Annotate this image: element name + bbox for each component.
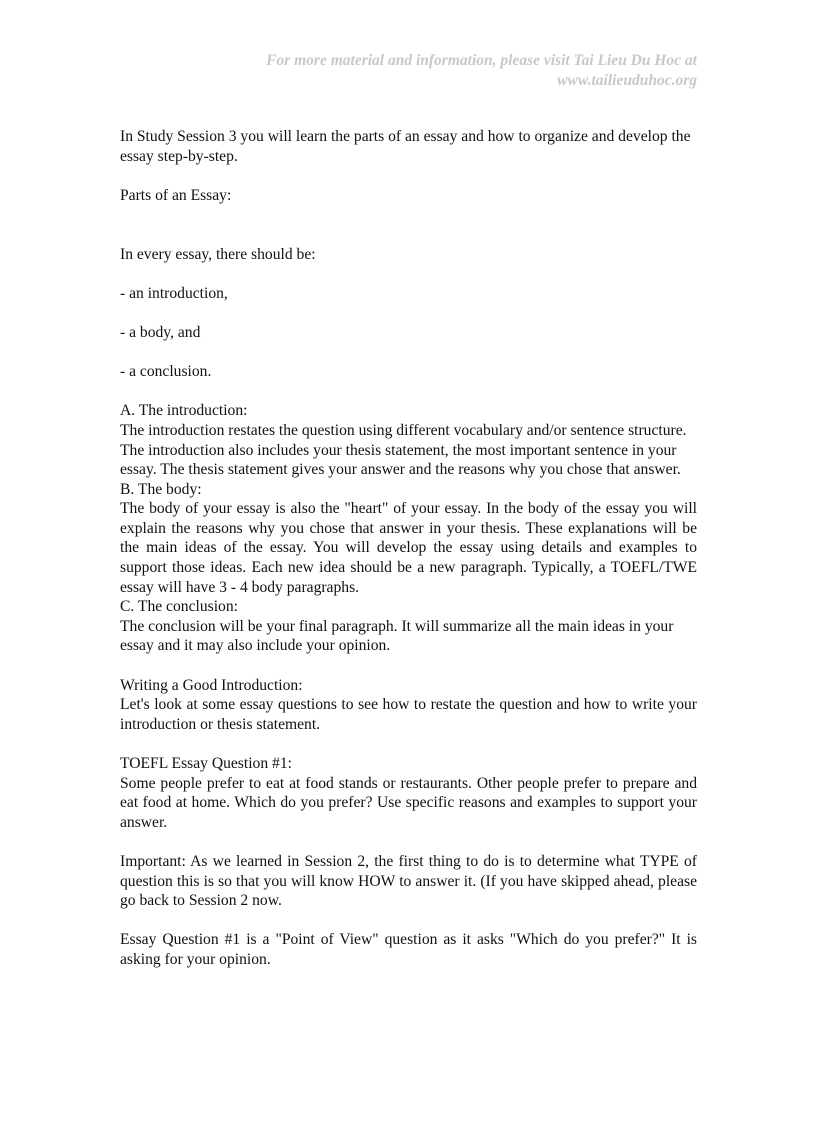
page-header <box>266 51 697 91</box>
final-paragraph: Essay Question #1 is a "Point of View" question as it asks "Which do you prefer?" It is asking for your opinion. <box>120 931 697 968</box>
list-item-introduction: - an introduction, <box>120 284 228 302</box>
section-b-text: The body of your essay is also the "heart" of your essay. In the body of the essay you will explain the reasons why you chose that answer in your thesis. These explanations will be the main ideas of the essay. You will develop the essay using details and examples to support those ideas. Each new idea should be a new paragraph. Typically, a TOEFL/TWE essay will have 3 - 4 body paragraphs. <box>120 500 697 596</box>
question-1-text: Some people prefer to eat at food stands or restaurants. Other people prefer to prepare and eat food at home. Which do you prefer? Use specific reasons and examples to support your answer. <box>120 774 697 831</box>
header-website: www.tailieuduhoc.org <box>557 72 697 89</box>
section-a-text: The introduction restates the question using different vocabulary and/or sentence structure. The introduction also includes your thesis statement, the most important sentence in your essay. The thesis statement gives your answer and the reasons why you chose that answer. <box>120 421 687 479</box>
list-item-conclusion: - a conclusion. <box>120 363 212 381</box>
section-c-heading: C. The conclusion: <box>120 598 238 616</box>
every-essay-text: In every essay, there should be: <box>120 245 316 263</box>
section-b-heading: B. The body: <box>120 480 202 498</box>
important-note: Important: As we learned in Session 2, the first thing to do is to determine what TYPE of question this is so that you will know HOW to answer it. (If you have skipped ahead, please go back to Session 2 now. <box>120 852 697 910</box>
document-body <box>120 127 697 970</box>
good-intro-heading: Writing a Good Introduction: <box>120 676 303 694</box>
section-a-heading: A. The introduction: <box>120 402 248 420</box>
good-intro-text: Let's look at some essay questions to see how to restate the question and how to write your introduction or thesis statement. <box>120 696 697 733</box>
question-1-heading: TOEFL Essay Question #1: <box>120 755 292 772</box>
section-c-text: The conclusion will be your final paragraph. It will summarize all the main ideas in your essay and it may also include your opinion. <box>120 617 674 655</box>
header-line-1: For more material and information, please visit Tai Lieu Du Hoc at <box>266 52 697 69</box>
list-item-body: - a body, and <box>120 323 201 341</box>
parts-heading: Parts of an Essay: <box>120 186 232 204</box>
intro-paragraph: In Study Session 3 you will learn the parts of an essay and how to organize and develop the essay step-by-step. <box>120 128 691 165</box>
